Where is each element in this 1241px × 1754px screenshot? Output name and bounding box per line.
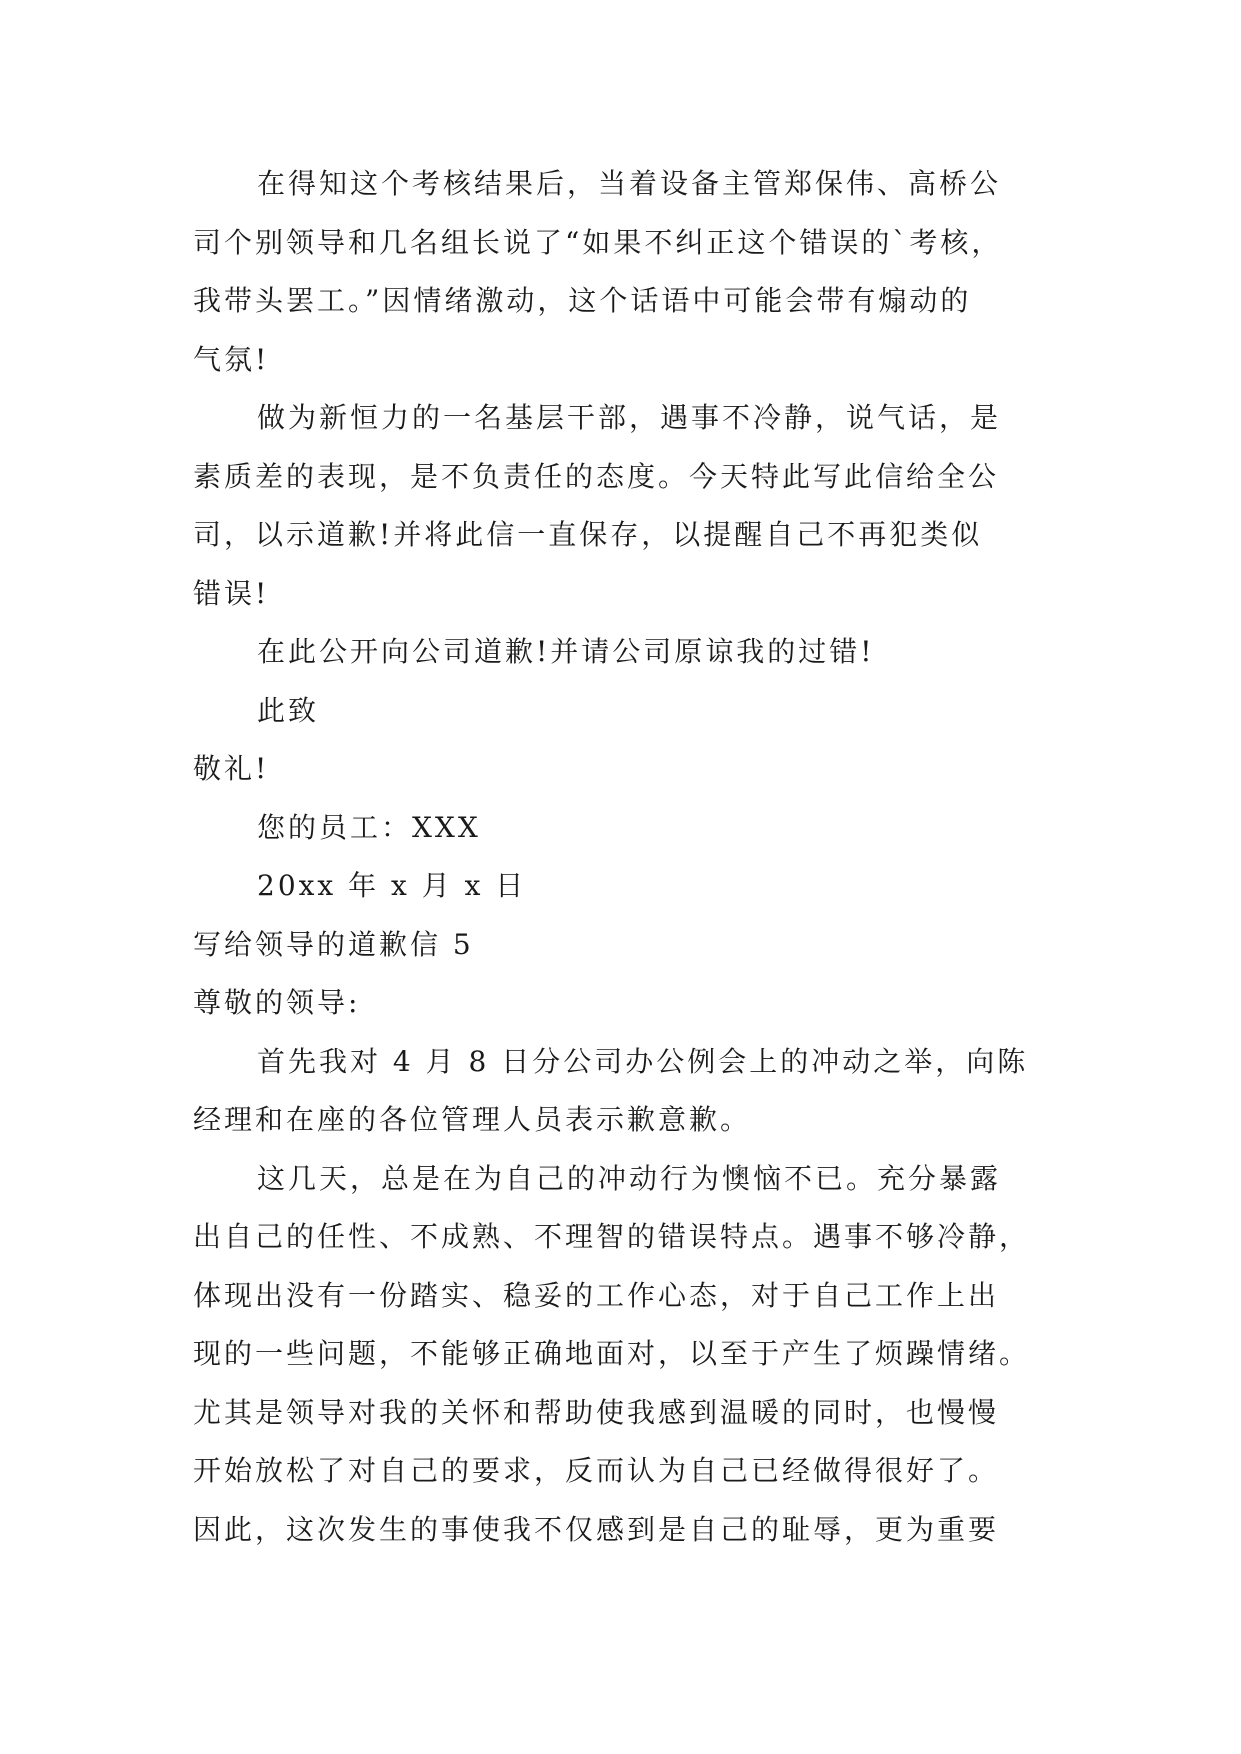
text-line: 现的一些问题，不能够正确地面对，以至于产生了烦躁情绪。 bbox=[193, 1337, 1031, 1370]
text-line: 我带头罢工。”因情绪激动，这个话语中可能会带有煽动的 bbox=[193, 284, 972, 317]
text-line: 出自己的任性、不成熟、不理智的错误特点。遇事不够冷静， bbox=[193, 1220, 1031, 1253]
section-heading: 写给领导的道歉信 5 bbox=[193, 927, 474, 961]
greeting: 尊敬的领导: bbox=[193, 986, 361, 1019]
closing-salutation: 此致 bbox=[257, 693, 320, 727]
text-line: 尤其是领导对我的关怀和帮助使我感到温暖的同时，也慢慢 bbox=[193, 1395, 1000, 1429]
text-line: 因此，这次发生的事使我不仅感到是自己的耻辱，更为重要 bbox=[193, 1512, 1000, 1546]
text-line: 司个别领导和几名组长说了“如果不纠正这个错误的`考核， bbox=[193, 225, 1003, 259]
text-line: 气氛! bbox=[193, 342, 270, 376]
text-line: 做为新恒力的一名基层干部，遇事不冷静，说气话，是 bbox=[257, 401, 1002, 434]
text-line: 素质差的表现，是不负责任的态度。今天特此写此信给全公 bbox=[193, 459, 1000, 493]
text-line: 错误! bbox=[193, 576, 270, 610]
signature: 您的员工：XXX bbox=[257, 810, 481, 844]
text-line: 在此公开向公司道歉!并请公司原谅我的过错! bbox=[257, 635, 875, 668]
closing-regards: 敬礼! bbox=[193, 752, 270, 785]
text-line: 这几天，总是在为自己的冲动行为懊恼不已。充分暴露 bbox=[257, 1161, 1002, 1195]
text-line: 体现出没有一份踏实、稳妥的工作心态，对于自己工作上出 bbox=[193, 1278, 1000, 1312]
text-line: 开始放松了对自己的要求，反而认为自己已经做得很好了。 bbox=[193, 1454, 1000, 1487]
text-line: 在得知这个考核结果后，当着设备主管郑保伟、高桥公 bbox=[257, 167, 1002, 200]
text-line: 首先我对 4 月 8 日分公司办公例会上的冲动之举，向陈 bbox=[257, 1044, 1029, 1078]
date: 20xx 年 x 月 x 日 bbox=[257, 869, 527, 902]
text-line: 经理和在座的各位管理人员表示歉意歉。 bbox=[193, 1103, 752, 1136]
text-line: 司，以示道歉!并将此信一直保存，以提醒自己不再犯类似 bbox=[193, 518, 983, 551]
document-body bbox=[193, 155, 1093, 1559]
